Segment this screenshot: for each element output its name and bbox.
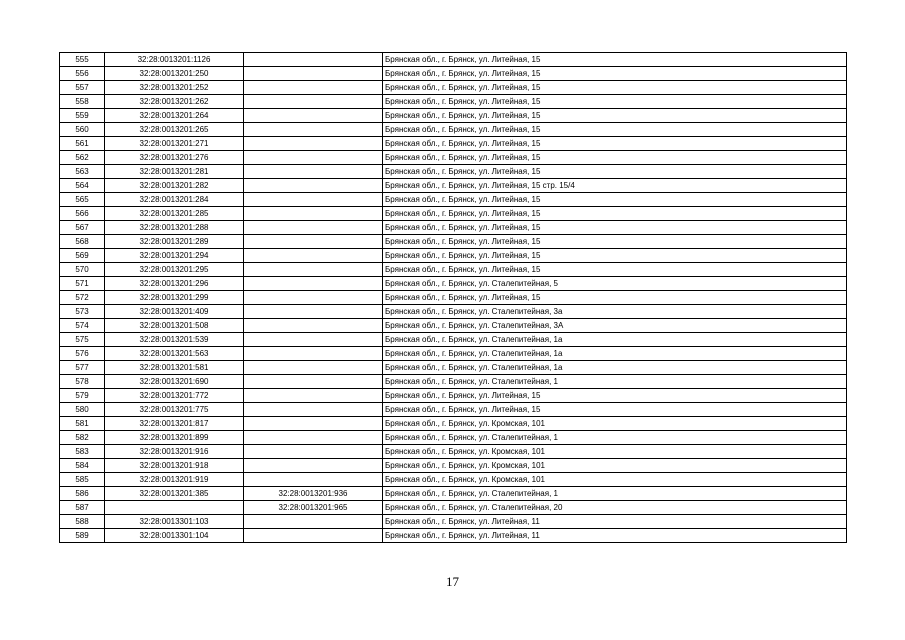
table-row <box>60 151 847 165</box>
table-row <box>60 67 847 81</box>
address: Брянская обл., г. Брянск, ул. Сталепитейная, 3а <box>383 305 847 319</box>
address: Брянская обл., г. Брянск, ул. Литейная, 15 <box>383 81 847 95</box>
address: Брянская обл., г. Брянск, ул. Литейная, 15 <box>383 123 847 137</box>
related-cadastral-number <box>244 81 383 95</box>
related-cadastral-number <box>244 165 383 179</box>
table-row <box>60 347 847 361</box>
table-row <box>60 361 847 375</box>
cadastral-number: 32:28:0013201:919 <box>105 473 244 487</box>
cadastral-number: 32:28:0013201:539 <box>105 333 244 347</box>
cadastral-number: 32:28:0013201:262 <box>105 95 244 109</box>
row-number: 575 <box>60 333 105 347</box>
address: Брянская обл., г. Брянск, ул. Сталепитейная, 1а <box>383 333 847 347</box>
cadastral-number: 32:28:0013201:563 <box>105 347 244 361</box>
row-number: 562 <box>60 151 105 165</box>
address: Брянская обл., г. Брянск, ул. Литейная, 15 <box>383 263 847 277</box>
table-row <box>60 403 847 417</box>
address: Брянская обл., г. Брянск, ул. Сталепитейная, 20 <box>383 501 847 515</box>
row-number: 564 <box>60 179 105 193</box>
row-number: 556 <box>60 67 105 81</box>
row-number: 557 <box>60 81 105 95</box>
cadastral-number: 32:28:0013201:295 <box>105 263 244 277</box>
table-row <box>60 473 847 487</box>
row-number: 584 <box>60 459 105 473</box>
table-row <box>60 123 847 137</box>
row-number: 569 <box>60 249 105 263</box>
address: Брянская обл., г. Брянск, ул. Литейная, 15 <box>383 109 847 123</box>
cadastral-number: 32:28:0013201:690 <box>105 375 244 389</box>
related-cadastral-number <box>244 193 383 207</box>
related-cadastral-number <box>244 249 383 263</box>
cadastral-number: 32:28:0013201:264 <box>105 109 244 123</box>
cadastral-number: 32:28:0013201:899 <box>105 431 244 445</box>
related-cadastral-number <box>244 403 383 417</box>
related-cadastral-number <box>244 137 383 151</box>
related-cadastral-number <box>244 263 383 277</box>
related-cadastral-number <box>244 109 383 123</box>
cadastral-number: 32:28:0013201:772 <box>105 389 244 403</box>
registry-table <box>59 52 847 543</box>
address: Брянская обл., г. Брянск, ул. Литейная, 15 <box>383 291 847 305</box>
related-cadastral-number <box>244 53 383 67</box>
row-number: 559 <box>60 109 105 123</box>
address: Брянская обл., г. Брянск, ул. Сталепитейная, 5 <box>383 277 847 291</box>
related-cadastral-number <box>244 151 383 165</box>
table-row <box>60 375 847 389</box>
table-row <box>60 179 847 193</box>
table-row <box>60 515 847 529</box>
address: Брянская обл., г. Брянск, ул. Кромская, 101 <box>383 417 847 431</box>
row-number: 585 <box>60 473 105 487</box>
cadastral-number: 32:28:0013201:289 <box>105 235 244 249</box>
row-number: 572 <box>60 291 105 305</box>
cadastral-number: 32:28:0013301:104 <box>105 529 244 543</box>
row-number: 555 <box>60 53 105 67</box>
row-number: 561 <box>60 137 105 151</box>
cadastral-number <box>105 501 244 515</box>
row-number: 589 <box>60 529 105 543</box>
row-number: 565 <box>60 193 105 207</box>
table-row <box>60 417 847 431</box>
row-number: 570 <box>60 263 105 277</box>
cadastral-number: 32:28:0013201:250 <box>105 67 244 81</box>
table-row <box>60 459 847 473</box>
related-cadastral-number <box>244 277 383 291</box>
cadastral-number: 32:28:0013201:299 <box>105 291 244 305</box>
address: Брянская обл., г. Брянск, ул. Сталепитейная, 1 <box>383 431 847 445</box>
table-row <box>60 445 847 459</box>
cadastral-number: 32:28:0013201:916 <box>105 445 244 459</box>
table-row <box>60 291 847 305</box>
row-number: 560 <box>60 123 105 137</box>
table-row <box>60 319 847 333</box>
cadastral-number: 32:28:0013201:284 <box>105 193 244 207</box>
table-row <box>60 53 847 67</box>
table-row <box>60 487 847 501</box>
address: Брянская обл., г. Брянск, ул. Литейная, 11 <box>383 515 847 529</box>
cadastral-number: 32:28:0013201:282 <box>105 179 244 193</box>
table-row <box>60 431 847 445</box>
row-number: 566 <box>60 207 105 221</box>
related-cadastral-number <box>244 207 383 221</box>
cadastral-number: 32:28:0013201:285 <box>105 207 244 221</box>
related-cadastral-number <box>244 123 383 137</box>
cadastral-number: 32:28:0013201:296 <box>105 277 244 291</box>
cadastral-number: 32:28:0013201:508 <box>105 319 244 333</box>
address: Брянская обл., г. Брянск, ул. Литейная, 15 <box>383 151 847 165</box>
related-cadastral-number <box>244 389 383 403</box>
related-cadastral-number <box>244 95 383 109</box>
page-number: 17 <box>446 574 459 589</box>
cadastral-number: 32:28:0013201:294 <box>105 249 244 263</box>
related-cadastral-number <box>244 529 383 543</box>
table-row <box>60 207 847 221</box>
table-row <box>60 529 847 543</box>
address: Брянская обл., г. Брянск, ул. Литейная, 15 <box>383 221 847 235</box>
table-row <box>60 277 847 291</box>
row-number: 586 <box>60 487 105 501</box>
related-cadastral-number <box>244 179 383 193</box>
table-row <box>60 389 847 403</box>
related-cadastral-number <box>244 515 383 529</box>
related-cadastral-number <box>244 305 383 319</box>
related-cadastral-number: 32:28:0013201:936 <box>244 487 383 501</box>
table-row <box>60 95 847 109</box>
address: Брянская обл., г. Брянск, ул. Кромская, 101 <box>383 473 847 487</box>
address: Брянская обл., г. Брянск, ул. Литейная, 15 <box>383 389 847 403</box>
row-number: 576 <box>60 347 105 361</box>
cadastral-number: 32:28:0013201:271 <box>105 137 244 151</box>
address: Брянская обл., г. Брянск, ул. Литейная, 15 <box>383 67 847 81</box>
related-cadastral-number <box>244 459 383 473</box>
row-number: 577 <box>60 361 105 375</box>
table-row <box>60 305 847 319</box>
related-cadastral-number <box>244 361 383 375</box>
row-number: 563 <box>60 165 105 179</box>
cadastral-number: 32:28:0013201:1126 <box>105 53 244 67</box>
related-cadastral-number <box>244 333 383 347</box>
row-number: 578 <box>60 375 105 389</box>
address: Брянская обл., г. Брянск, ул. Литейная, 15 <box>383 235 847 249</box>
row-number: 568 <box>60 235 105 249</box>
related-cadastral-number <box>244 221 383 235</box>
address: Брянская обл., г. Брянск, ул. Литейная, 15 стр. 15/4 <box>383 179 847 193</box>
address: Брянская обл., г. Брянск, ул. Литейная, 11 <box>383 529 847 543</box>
address: Брянская обл., г. Брянск, ул. Сталепитейная, 1а <box>383 361 847 375</box>
cadastral-number: 32:28:0013201:918 <box>105 459 244 473</box>
table-row <box>60 263 847 277</box>
address: Брянская обл., г. Брянск, ул. Литейная, 15 <box>383 193 847 207</box>
address: Брянская обл., г. Брянск, ул. Литейная, 15 <box>383 207 847 221</box>
registry-table-body <box>60 53 847 543</box>
table-row <box>60 81 847 95</box>
table-row <box>60 193 847 207</box>
row-number: 583 <box>60 445 105 459</box>
related-cadastral-number <box>244 473 383 487</box>
related-cadastral-number <box>244 67 383 81</box>
table-row <box>60 137 847 151</box>
related-cadastral-number <box>244 235 383 249</box>
address: Брянская обл., г. Брянск, ул. Литейная, 15 <box>383 137 847 151</box>
row-number: 567 <box>60 221 105 235</box>
row-number: 573 <box>60 305 105 319</box>
address: Брянская обл., г. Брянск, ул. Литейная, 15 <box>383 95 847 109</box>
row-number: 582 <box>60 431 105 445</box>
table-row <box>60 109 847 123</box>
address: Брянская обл., г. Брянск, ул. Литейная, 15 <box>383 165 847 179</box>
cadastral-number: 32:28:0013201:385 <box>105 487 244 501</box>
table-row <box>60 501 847 515</box>
address: Брянская обл., г. Брянск, ул. Сталепитейная, 3А <box>383 319 847 333</box>
table-row <box>60 235 847 249</box>
row-number: 581 <box>60 417 105 431</box>
address: Брянская обл., г. Брянск, ул. Кромская, 101 <box>383 445 847 459</box>
address: Брянская обл., г. Брянск, ул. Сталепитейная, 1 <box>383 487 847 501</box>
cadastral-number: 32:28:0013201:409 <box>105 305 244 319</box>
cadastral-number: 32:28:0013201:281 <box>105 165 244 179</box>
cadastral-number: 32:28:0013201:817 <box>105 417 244 431</box>
row-number: 588 <box>60 515 105 529</box>
address: Брянская обл., г. Брянск, ул. Литейная, 15 <box>383 403 847 417</box>
address: Брянская обл., г. Брянск, ул. Сталепитейная, 1 <box>383 375 847 389</box>
related-cadastral-number <box>244 319 383 333</box>
row-number: 571 <box>60 277 105 291</box>
related-cadastral-number <box>244 417 383 431</box>
row-number: 579 <box>60 389 105 403</box>
related-cadastral-number <box>244 431 383 445</box>
cadastral-number: 32:28:0013201:276 <box>105 151 244 165</box>
related-cadastral-number <box>244 291 383 305</box>
address: Брянская обл., г. Брянск, ул. Сталепитейная, 1а <box>383 347 847 361</box>
cadastral-number: 32:28:0013201:252 <box>105 81 244 95</box>
related-cadastral-number <box>244 445 383 459</box>
row-number: 587 <box>60 501 105 515</box>
related-cadastral-number <box>244 375 383 389</box>
cadastral-number: 32:28:0013201:265 <box>105 123 244 137</box>
cadastral-number: 32:28:0013301:103 <box>105 515 244 529</box>
table-row <box>60 333 847 347</box>
row-number: 574 <box>60 319 105 333</box>
address: Брянская обл., г. Брянск, ул. Литейная, 15 <box>383 249 847 263</box>
row-number: 558 <box>60 95 105 109</box>
row-number: 580 <box>60 403 105 417</box>
related-cadastral-number <box>244 347 383 361</box>
cadastral-number: 32:28:0013201:775 <box>105 403 244 417</box>
cadastral-number: 32:28:0013201:288 <box>105 221 244 235</box>
table-row <box>60 249 847 263</box>
address: Брянская обл., г. Брянск, ул. Кромская, 101 <box>383 459 847 473</box>
table-row <box>60 165 847 179</box>
related-cadastral-number: 32:28:0013201:965 <box>244 501 383 515</box>
table-row <box>60 221 847 235</box>
address: Брянская обл., г. Брянск, ул. Литейная, 15 <box>383 53 847 67</box>
cadastral-number: 32:28:0013201:581 <box>105 361 244 375</box>
